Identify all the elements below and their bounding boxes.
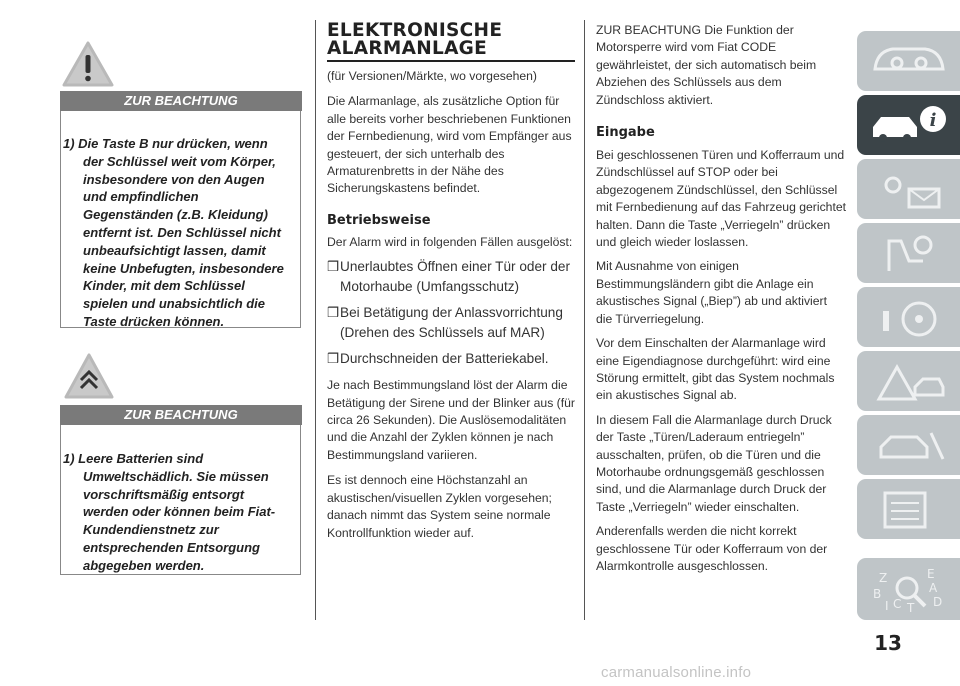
index-letters-icon	[869, 566, 949, 614]
tab-airbag[interactable]	[857, 223, 960, 283]
tab-lights[interactable]	[857, 159, 960, 219]
warning-text: 1) Die Taste B nur drücken, wenn der Schlüssel weit vom Körper, insbesondere von den Augen und empfindlichen Gegenständen (z.B. Kleidung) entfernt ist. Den Schlüssel nicht unbeaufsichtigt lassen, damit keine Unbefugten, insbesondere Kinder, mit dem Schlüssel spielen und unabsichtlich die Taste drücken können.	[63, 136, 284, 329]
column-divider	[584, 20, 585, 620]
paragraph: Je nach Bestimmungsland löst der Alarm die Betätigung der Sirene und der Blinker aus (für circa 26 Sekunden). Die Auslösemodalitäten und die Anzahl der Zyklen können je nach Bestimmungsland variieren.	[327, 378, 575, 462]
list-item-text: Durchschneiden der Batteriekabel.	[340, 351, 549, 367]
bullet-box-icon: ❒	[327, 259, 340, 275]
tab-specs[interactable]	[857, 479, 960, 539]
title-underline	[327, 60, 575, 62]
list-item	[327, 349, 575, 369]
page-title-line: ALARMANLAGE	[327, 38, 488, 59]
list-item	[327, 257, 575, 297]
index-letter: B	[873, 587, 882, 601]
lights-mail-icon	[869, 167, 949, 211]
watermark: carmanualsonline.info	[601, 664, 752, 681]
index-letter: Z	[879, 571, 888, 585]
tab-steering[interactable]	[857, 287, 960, 347]
index-letter: I	[885, 599, 889, 613]
bullet-box-icon: ❒	[327, 351, 340, 367]
warning-header: ZUR BEACHTUNG	[60, 405, 302, 425]
warning-exclamation-icon	[59, 40, 117, 90]
right-column	[596, 22, 846, 575]
warning-text: 1) Leere Batterien sind Umweltschädlich. Sie müssen vorschriftsmäßig entsorgt werden oder können beim Fiat-Kundendienstnetz zur entsprechenden Entsorgung abgegeben werden.	[63, 451, 276, 573]
section-heading: Betriebsweise	[327, 212, 431, 228]
page-number: 13	[874, 631, 902, 655]
index-letter: A	[929, 581, 938, 595]
column-divider	[315, 20, 316, 620]
paragraph: In diesem Fall die Alarmanlage durch Druck der Taste „Türen/Laderaum entriegeln” ausschalten, prüfen, ob die Türen und die Motorhaube ordnungsgemäß geschlossen sind, und die Alarmanlage durch Druck der Taste „Verriegeln” wieder einschalten.	[596, 412, 832, 514]
list-item-text: Unerlaubtes Öffnen einer Tür oder der Motorhaube (Umfangsschutz)	[340, 259, 570, 295]
paragraph: Vor dem Einschalten der Alarmanlage wird eine Eigendiagnose durchgeführt: wird eine Störung ermittelt, gibt das System nochmals ein akustisches Signal ab.	[596, 336, 835, 403]
subtitle: (für Versionen/Märkte, wo vorgesehen)	[327, 69, 537, 83]
warning-box	[60, 111, 301, 328]
index-letter: T	[907, 601, 915, 614]
spec-list-icon	[869, 487, 949, 531]
list-item-text: Bei Betätigung der Anlassvorrichtung (Drehen des Schlüssels auf MAR)	[340, 305, 563, 341]
paragraph: ZUR BEACHTUNG Die Funktion der Motorsperre wird vom Fiat CODE gewährleistet, der sich automatisch beim Abziehen des Schlüssels aus dem Zündschloss aktiviert.	[596, 23, 817, 107]
paragraph: Anderenfalls werden die nicht korrekt geschlossene Tür oder Kofferraum von der Alarmkontrolle ausgeschlossen.	[596, 524, 828, 573]
tab-index[interactable]	[857, 558, 960, 620]
airbag-seat-icon	[869, 231, 949, 275]
index-letter: E	[927, 567, 935, 581]
warning-header: ZUR BEACHTUNG	[60, 91, 302, 111]
paragraph: Bei geschlossenen Türen und Kofferraum und Zündschlüssel auf STOP oder bei abgezogenem Zündschlüssel, den Schlüssel mit Fernbedienung auf das Fahrzeug gerichtet halten. Dann die Taste „Verriegeln” drücken und gleich wieder loslassen.	[596, 148, 846, 250]
tab-service[interactable]	[857, 415, 960, 475]
car-info-icon	[869, 103, 949, 147]
paragraph: Es ist dennoch eine Höchstanzahl an akustischen/visuellen Zyklen vorgesehen; danach nimmt das System seine normale Kontrollfunktion wieder auf.	[327, 473, 552, 540]
warning-triangle-car-icon	[869, 359, 949, 403]
intro-paragraph: Die Alarmanlage, als zusätzliche Option für alle bereits vorher beschriebenen Funktionen der Fernbedienung, wird vom Empfänger aus gesteuert, der sich unterhalb des Armaturenbretts in der Nähe des Sicherungskastens befindet.	[327, 94, 572, 196]
paragraph: Mit Ausnahme von einigen Bestimmungsländern gibt die Anlage ein akustisches Signal („Biep”) ab und aktiviert die Türverriegelung.	[596, 259, 827, 326]
car-service-icon	[869, 423, 949, 467]
tab-dashboard[interactable]	[857, 31, 960, 91]
warning-box	[60, 425, 301, 575]
section-intro: Der Alarm wird in folgenden Fällen ausgelöst:	[327, 234, 573, 249]
bullet-box-icon: ❒	[327, 305, 340, 321]
tab-car-info[interactable]	[857, 95, 960, 155]
list-item	[327, 303, 575, 343]
page-title	[327, 22, 575, 58]
index-letter: C	[893, 597, 902, 611]
car-dashboard-icon	[869, 39, 949, 83]
steering-wheel-icon	[869, 295, 949, 339]
page-title-line: ELEKTRONISCHE	[327, 20, 503, 41]
svg-text:i: i	[929, 110, 937, 131]
recycle-battery-icon	[61, 352, 117, 402]
middle-column	[327, 22, 575, 542]
index-letter: D	[933, 595, 943, 609]
tab-emergency[interactable]	[857, 351, 960, 411]
section-heading: Eingabe	[596, 125, 655, 141]
